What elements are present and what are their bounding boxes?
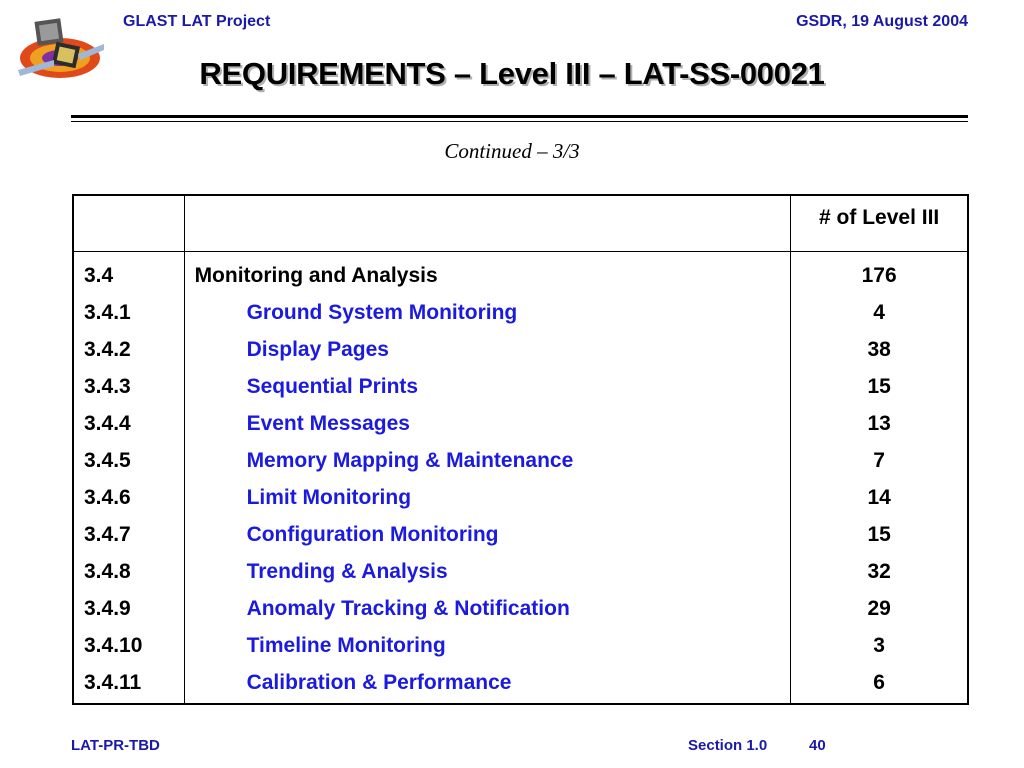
requirement-name: Display Pages bbox=[246, 338, 389, 361]
requirement-count: 6 bbox=[873, 671, 885, 694]
section-number: 3.4.11 bbox=[84, 671, 142, 694]
section-number: 3.4.10 bbox=[84, 634, 143, 657]
table-body-row bbox=[73, 252, 968, 705]
requirement-name: Limit Monitoring bbox=[246, 486, 412, 509]
requirement-count: 14 bbox=[867, 486, 891, 509]
page-number: 40 bbox=[809, 737, 826, 754]
section-number: 3.4.3 bbox=[84, 375, 131, 398]
section-number: 3.4.1 bbox=[84, 301, 131, 324]
requirement-count: 7 bbox=[873, 449, 885, 472]
requirement-count: 38 bbox=[867, 338, 891, 361]
section-number: 3.4.4 bbox=[84, 412, 131, 435]
section-number: 3.4.9 bbox=[84, 597, 131, 620]
table-header-row bbox=[73, 195, 968, 252]
requirement-name-column bbox=[184, 252, 791, 705]
requirements-table bbox=[72, 194, 969, 705]
count-column-header: # of Level III bbox=[819, 206, 940, 229]
requirement-name: Anomaly Tracking & Notification bbox=[246, 597, 570, 620]
header-cell-name bbox=[184, 195, 791, 252]
header-cell-number bbox=[73, 195, 184, 252]
requirement-name: Timeline Monitoring bbox=[246, 634, 446, 657]
project-name: GLAST LAT Project bbox=[123, 13, 271, 30]
requirement-name: Monitoring and Analysis bbox=[194, 264, 438, 287]
event-date: GSDR, 19 August 2004 bbox=[796, 13, 968, 30]
requirement-count: 29 bbox=[867, 597, 891, 620]
requirement-count: 3 bbox=[873, 634, 885, 657]
section-number: 3.4.5 bbox=[84, 449, 131, 472]
requirement-name: Configuration Monitoring bbox=[246, 523, 499, 546]
requirement-count: 4 bbox=[873, 301, 885, 324]
requirement-count-column bbox=[791, 252, 968, 705]
requirement-name: Event Messages bbox=[246, 412, 410, 435]
requirement-name: Trending & Analysis bbox=[246, 560, 448, 583]
page-title: REQUIREMENTS – Level III – LAT-SS-00021 bbox=[199, 56, 825, 91]
title-divider-thin bbox=[71, 121, 968, 122]
requirement-name: Memory Mapping & Maintenance bbox=[246, 449, 574, 472]
document-id: LAT-PR-TBD bbox=[71, 737, 160, 754]
header-cell-count bbox=[791, 195, 968, 252]
section-label: Section 1.0 bbox=[688, 737, 768, 754]
section-number: 3.4.8 bbox=[84, 560, 131, 583]
requirement-count: 15 bbox=[867, 375, 891, 398]
page-subtitle: Continued – 3/3 bbox=[444, 139, 580, 163]
section-number: 3.4.7 bbox=[84, 523, 131, 546]
requirement-count: 176 bbox=[861, 264, 897, 287]
requirement-name: Sequential Prints bbox=[246, 375, 419, 398]
requirement-count: 32 bbox=[867, 560, 891, 583]
section-number: 3.4.6 bbox=[84, 486, 131, 509]
title-divider bbox=[71, 115, 968, 118]
section-number-column bbox=[73, 252, 184, 705]
requirement-name: Ground System Monitoring bbox=[246, 301, 518, 324]
requirement-count: 15 bbox=[867, 523, 891, 546]
requirement-name: Calibration & Performance bbox=[246, 671, 512, 694]
requirement-count: 13 bbox=[867, 412, 891, 435]
section-number: 3.4 bbox=[84, 264, 114, 287]
section-number: 3.4.2 bbox=[84, 338, 131, 361]
